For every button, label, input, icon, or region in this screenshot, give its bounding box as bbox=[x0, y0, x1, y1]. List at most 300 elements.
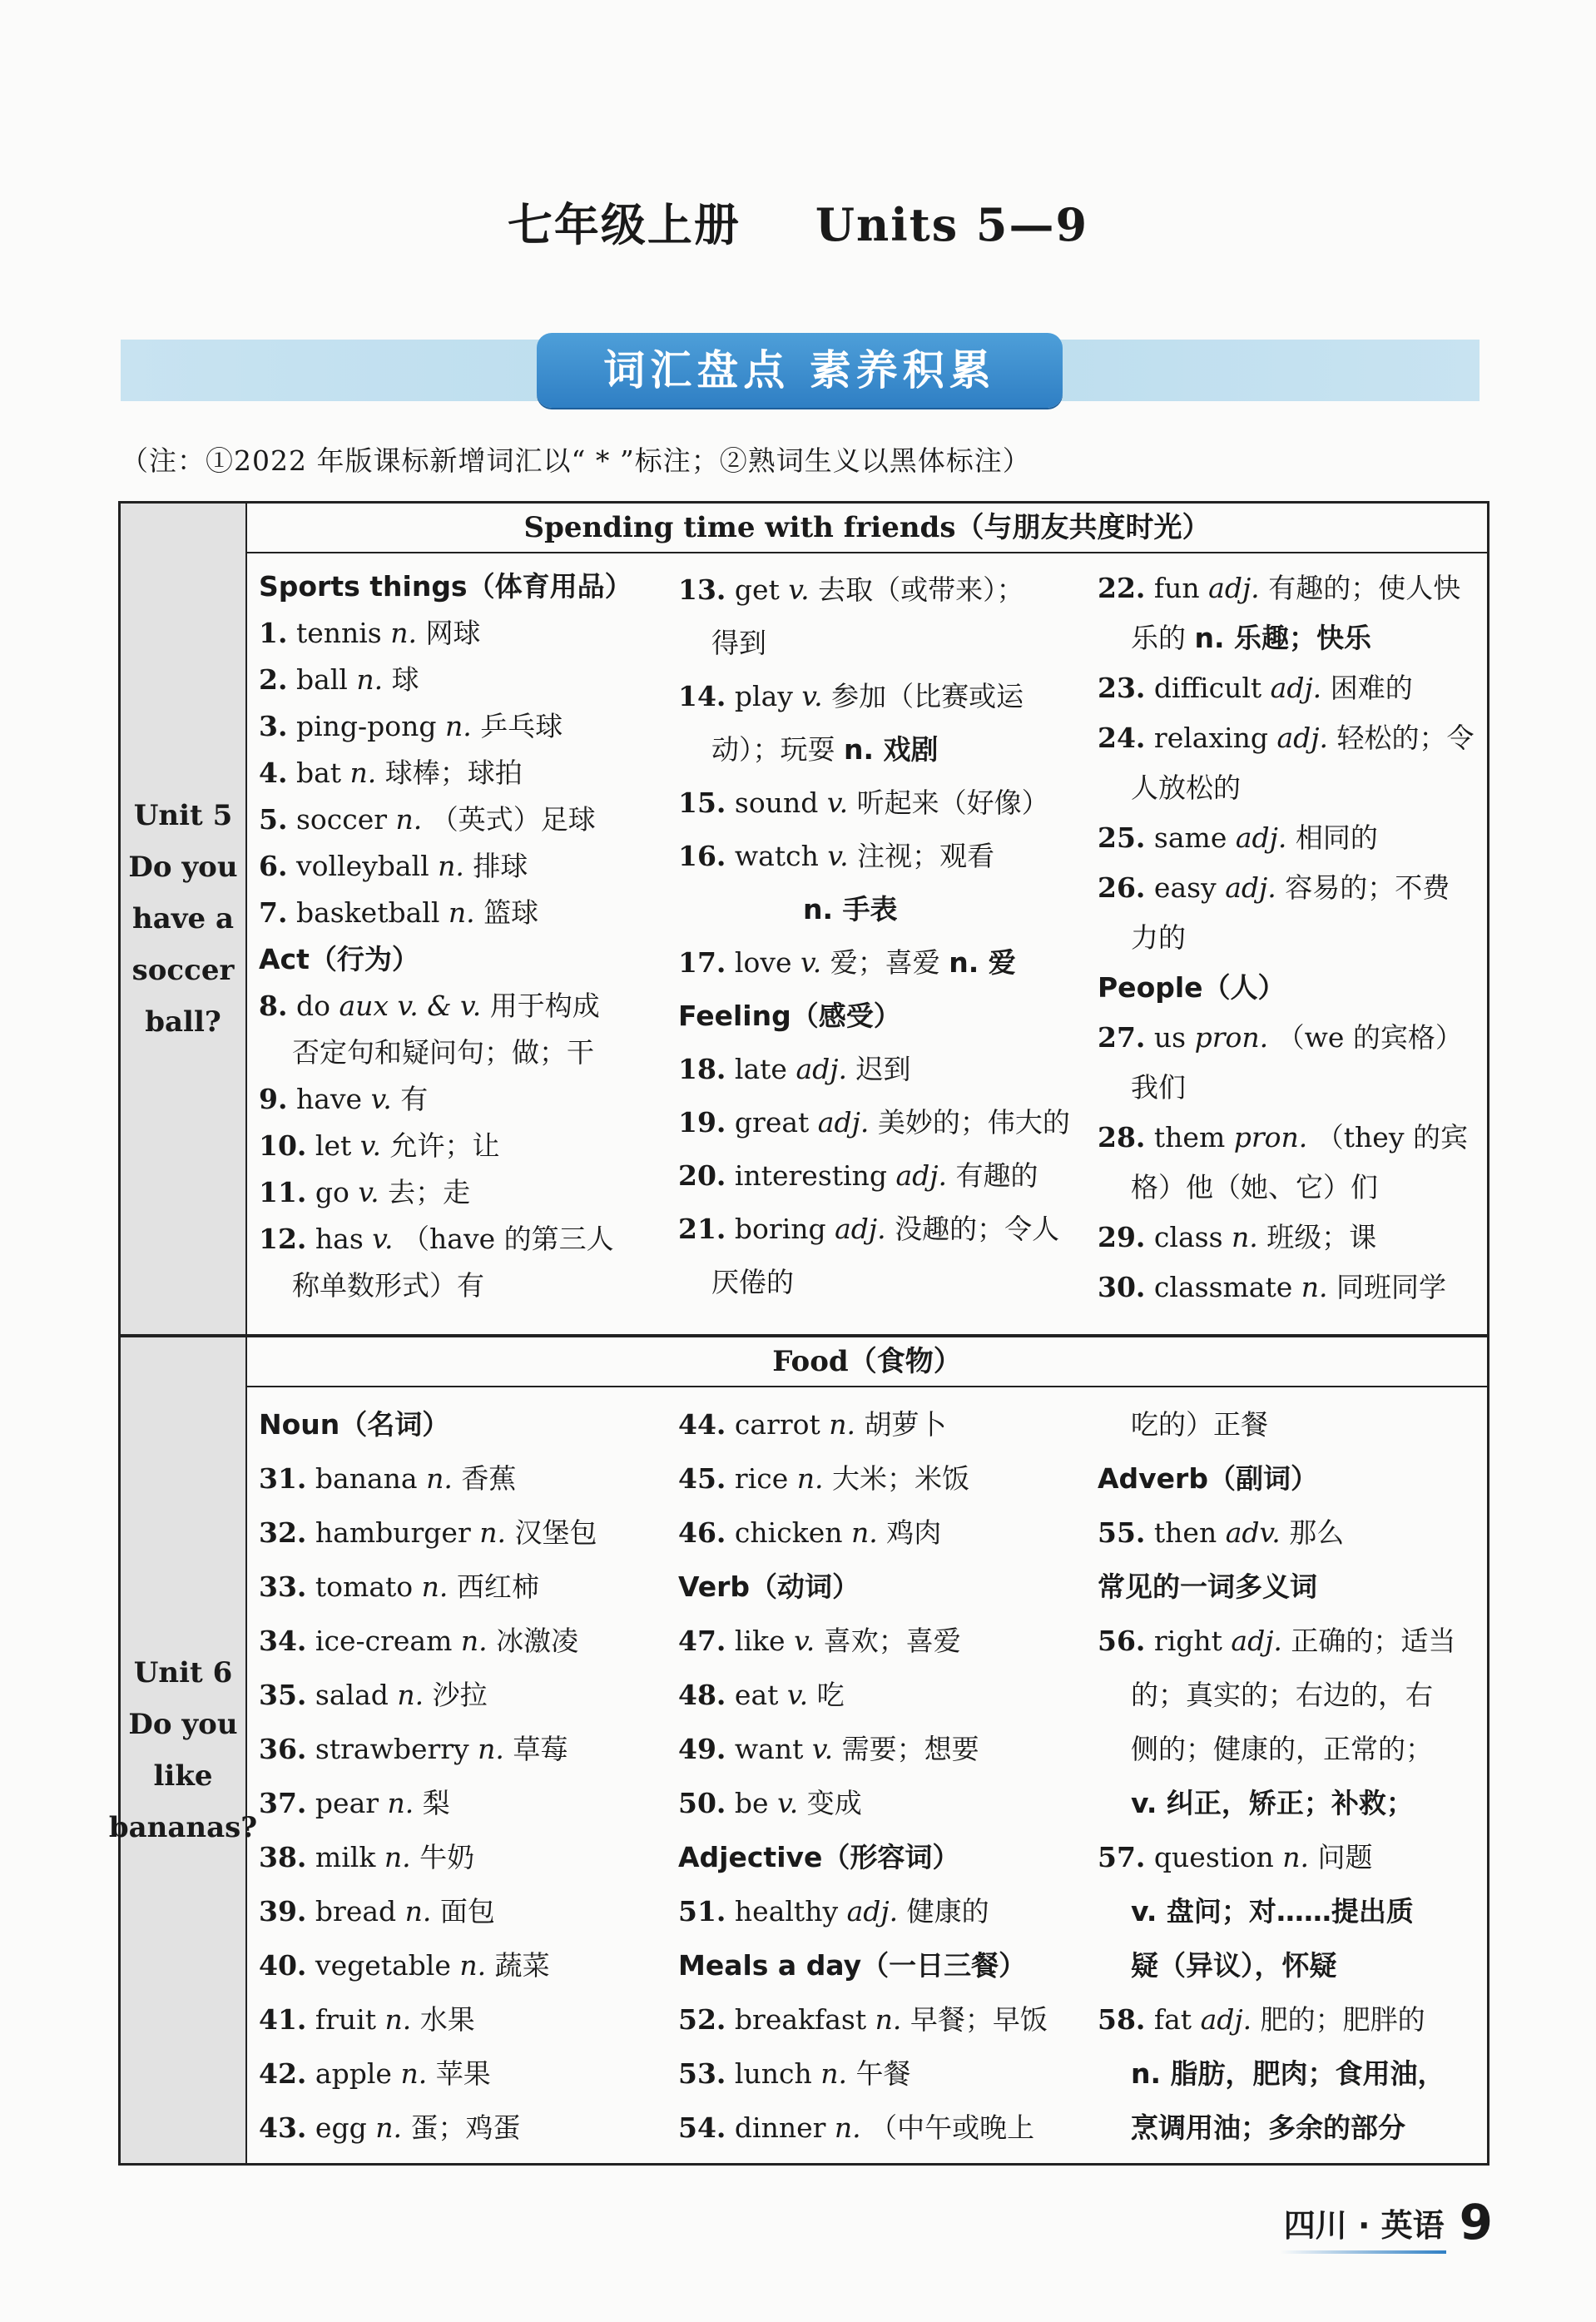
vocab-entry bbox=[259, 1123, 667, 1169]
entry-word: ice-cream bbox=[315, 1625, 453, 1657]
vocab-entry bbox=[259, 1216, 667, 1263]
part-of-speech: v. bbox=[372, 1223, 394, 1255]
part-of-speech: v. bbox=[794, 1625, 815, 1657]
entry-continuation bbox=[1098, 2047, 1480, 2101]
vocab-entry bbox=[259, 1938, 667, 1992]
category-heading bbox=[678, 1830, 1078, 1884]
part-of-speech: adj. bbox=[895, 1159, 947, 1192]
entry-number: 43. bbox=[259, 2111, 307, 2144]
entry-number: 8. bbox=[259, 990, 288, 1022]
vocab-entry bbox=[678, 1043, 1078, 1096]
category-label: Adjective（形容词） bbox=[678, 1841, 960, 1873]
part-of-speech: adj. bbox=[1270, 672, 1322, 704]
vocab-entry bbox=[678, 2101, 1078, 2155]
vocab-entry bbox=[259, 1992, 667, 2047]
entry-meaning: 去；走 bbox=[388, 1176, 471, 1208]
vocab-entry bbox=[678, 1884, 1078, 1938]
vocab-entry bbox=[678, 1992, 1078, 2047]
entry-meaning: 参加（比赛或运 bbox=[831, 680, 1024, 712]
entry-word: hamburger bbox=[315, 1516, 471, 1549]
entry-meaning: 允许；让 bbox=[389, 1129, 500, 1162]
highlighted-meaning: 疑（异议），怀疑 bbox=[1131, 1949, 1337, 1982]
vocab-entry bbox=[678, 670, 1078, 723]
vocab-entry bbox=[259, 890, 667, 936]
category-heading bbox=[1098, 1560, 1480, 1614]
vocab-entry bbox=[678, 1149, 1078, 1203]
unit5-table bbox=[118, 501, 1489, 1337]
entry-word: carrot bbox=[734, 1408, 820, 1441]
part-of-speech: adj. bbox=[1225, 871, 1276, 904]
category-label: People（人） bbox=[1098, 971, 1286, 1004]
highlighted-meaning: n. 手表 bbox=[803, 893, 898, 925]
entry-word: class bbox=[1153, 1221, 1223, 1253]
part-of-speech: n. bbox=[875, 2003, 902, 2036]
entry-number: 10. bbox=[259, 1129, 307, 1162]
part-of-speech: n. bbox=[820, 2057, 847, 2090]
part-of-speech: n. bbox=[1301, 1271, 1328, 1303]
entry-number: 22. bbox=[1098, 572, 1146, 604]
unit6-topic-header: Food（食物） bbox=[247, 1337, 1487, 1387]
entry-word: bat bbox=[295, 757, 342, 789]
vocab-entry bbox=[1098, 1263, 1480, 1312]
part-of-speech: n. bbox=[459, 1949, 487, 1982]
entry-meaning: 容易的；不费 bbox=[1285, 871, 1450, 904]
entry-number: 9. bbox=[259, 1083, 288, 1115]
entry-word: ball bbox=[295, 663, 348, 696]
entry-continuation bbox=[1098, 613, 1480, 663]
vocab-entry bbox=[1098, 1614, 1480, 1668]
entry-meaning: 注视；观看 bbox=[857, 840, 995, 872]
unit6-table bbox=[108, 1335, 1489, 2166]
entry-number: 49. bbox=[678, 1733, 726, 1765]
vocab-entry bbox=[259, 1451, 667, 1506]
part-of-speech: n. bbox=[349, 757, 377, 789]
entry-meaning: 胡萝卜 bbox=[864, 1408, 947, 1441]
entry-number: 7. bbox=[259, 896, 288, 929]
entry-meaning: 篮球 bbox=[483, 896, 539, 929]
category-heading bbox=[259, 1397, 667, 1451]
entry-continuation bbox=[678, 1256, 1078, 1309]
vocab-entry bbox=[678, 1776, 1078, 1830]
part-of-speech: v. bbox=[786, 1679, 809, 1711]
entry-meaning: （中午或晚上 bbox=[870, 2111, 1035, 2144]
entry-word: then bbox=[1153, 1516, 1217, 1549]
entry-meaning: 有趣的；使人快 bbox=[1268, 572, 1461, 604]
entry-word: tomato bbox=[315, 1570, 414, 1603]
footer-rule bbox=[1280, 2250, 1446, 2254]
entry-number: 31. bbox=[259, 1462, 307, 1495]
entry-number: 25. bbox=[1098, 821, 1146, 854]
category-heading bbox=[259, 563, 667, 610]
entry-meaning: 午餐 bbox=[855, 2057, 911, 2090]
vocab-entry bbox=[678, 1203, 1078, 1256]
entry-word: fruit bbox=[315, 2003, 376, 2036]
unit-title-line: bananas? bbox=[108, 1811, 258, 1844]
entry-number: 16. bbox=[678, 840, 726, 872]
entry-number: 1. bbox=[259, 617, 288, 649]
entry-meaning: （英式）足球 bbox=[430, 803, 596, 836]
entry-meaning: 用于构成 bbox=[489, 990, 600, 1022]
part-of-speech: adv. bbox=[1225, 1516, 1281, 1549]
part-of-speech: n. bbox=[356, 663, 384, 696]
unit-title-line: Do you bbox=[128, 1708, 238, 1741]
entry-continuation bbox=[1098, 763, 1480, 813]
entry-number: 21. bbox=[678, 1213, 726, 1245]
unit-title-line: ball? bbox=[145, 1005, 221, 1039]
vocab-entry bbox=[259, 1776, 667, 1830]
unit5-side-label bbox=[121, 504, 247, 1334]
entry-word: do bbox=[295, 990, 330, 1022]
vocab-entry bbox=[259, 703, 667, 750]
unit-title-line: like bbox=[153, 1759, 213, 1793]
entry-number: 44. bbox=[678, 1408, 726, 1441]
entry-continuation bbox=[259, 1263, 667, 1309]
vocab-entry bbox=[678, 2047, 1078, 2101]
entry-number: 37. bbox=[259, 1787, 307, 1819]
entry-meaning: 那么 bbox=[1289, 1516, 1345, 1549]
vocab-entry bbox=[259, 796, 667, 843]
entry-word: like bbox=[734, 1625, 786, 1657]
unit6-column-2 bbox=[678, 1397, 1078, 2155]
entry-number: 29. bbox=[1098, 1221, 1146, 1253]
entry-continuation bbox=[1098, 913, 1480, 963]
category-heading bbox=[678, 1560, 1078, 1614]
part-of-speech: adj. bbox=[1200, 2003, 1252, 2036]
entry-word: have bbox=[295, 1083, 363, 1115]
continuation-text: 侧的；健康的，正常的； bbox=[1131, 1733, 1433, 1765]
highlighted-meaning: 烹调用油；多余的部分 bbox=[1131, 2111, 1405, 2144]
vocab-entry bbox=[678, 1506, 1078, 1560]
entry-number: 19. bbox=[678, 1106, 726, 1139]
entry-number: 30. bbox=[1098, 1271, 1146, 1303]
section-banner: 词汇盘点 素养积累 bbox=[537, 333, 1063, 408]
entry-number: 40. bbox=[259, 1949, 307, 1982]
unit-title-line: soccer bbox=[131, 954, 235, 987]
vocab-entry bbox=[1098, 1830, 1480, 1884]
entry-meaning: 听起来（好像） bbox=[856, 786, 1049, 819]
entry-continuation bbox=[1098, 1163, 1480, 1213]
part-of-speech: n. bbox=[384, 1841, 411, 1873]
vocab-entry bbox=[259, 983, 667, 1030]
part-of-speech: n. bbox=[404, 1895, 432, 1928]
unit6-side-label bbox=[108, 1337, 258, 2163]
entry-meaning: 变成 bbox=[806, 1787, 862, 1819]
category-label: 常见的一词多义词 bbox=[1098, 1570, 1317, 1603]
part-of-speech: adj. bbox=[1276, 722, 1329, 754]
entry-number: 3. bbox=[259, 710, 288, 742]
entry-continuation bbox=[1098, 1063, 1480, 1113]
entry-word: has bbox=[315, 1223, 364, 1255]
entry-word: relaxing bbox=[1153, 722, 1268, 754]
entry-number: 5. bbox=[259, 803, 288, 836]
category-heading bbox=[259, 936, 667, 983]
vocab-entry bbox=[1098, 813, 1480, 863]
vocab-entry bbox=[259, 610, 667, 657]
vocab-entry bbox=[259, 750, 667, 796]
entry-word: go bbox=[315, 1176, 349, 1208]
entry-word: banana bbox=[315, 1462, 418, 1495]
entry-word: rice bbox=[734, 1462, 789, 1495]
entry-word: healthy bbox=[734, 1895, 839, 1928]
entry-number: 34. bbox=[259, 1625, 307, 1657]
entry-meaning: 网球 bbox=[425, 617, 481, 649]
entry-meaning: 有趣的 bbox=[955, 1159, 1038, 1192]
entry-meaning: 面包 bbox=[439, 1895, 495, 1928]
entry-meaning: 牛奶 bbox=[419, 1841, 475, 1873]
category-label: Sports things（体育用品） bbox=[259, 570, 632, 603]
vocab-entry bbox=[259, 1560, 667, 1614]
vocab-entry bbox=[678, 1668, 1078, 1722]
unit-title-line: have a bbox=[131, 902, 234, 935]
entry-number: 27. bbox=[1098, 1021, 1146, 1054]
part-of-speech: n. bbox=[421, 1570, 449, 1603]
vocab-entry bbox=[259, 1722, 667, 1776]
entry-meaning: 问题 bbox=[1317, 1841, 1373, 1873]
part-of-speech: n. bbox=[1232, 1221, 1258, 1253]
entry-number: 4. bbox=[259, 757, 288, 789]
entry-word: milk bbox=[315, 1841, 376, 1873]
part-of-speech: v. bbox=[370, 1083, 392, 1115]
entry-meaning: 吃 bbox=[816, 1679, 845, 1711]
entry-number: 33. bbox=[259, 1570, 307, 1603]
vocab-entry bbox=[1098, 663, 1480, 713]
category-heading bbox=[1098, 963, 1480, 1013]
entry-word: late bbox=[734, 1053, 787, 1085]
entry-meaning: 健康的 bbox=[906, 1895, 989, 1928]
part-of-speech: v. bbox=[777, 1787, 799, 1819]
entry-number: 51. bbox=[678, 1895, 726, 1928]
continuation-text: 否定句和疑问句；做；干 bbox=[292, 1036, 594, 1069]
entry-word: be bbox=[734, 1787, 769, 1819]
continuation-text: 人放松的 bbox=[1131, 772, 1241, 804]
part-of-speech: n. bbox=[400, 2057, 428, 2090]
continuation-text: 力的 bbox=[1131, 921, 1186, 954]
footer-label: 四川 · 英语 bbox=[1283, 2207, 1445, 2244]
entry-meaning: 早餐；早饭 bbox=[910, 2003, 1048, 2036]
entry-meaning: 西红柿 bbox=[456, 1570, 539, 1603]
entry-meaning: 有 bbox=[400, 1083, 429, 1115]
part-of-speech: v. bbox=[358, 1176, 379, 1208]
entry-continuation bbox=[1098, 1884, 1480, 1938]
entry-word: difficult bbox=[1153, 672, 1262, 704]
entry-meaning: 班级；课 bbox=[1266, 1221, 1377, 1253]
unit5-column-3 bbox=[1098, 563, 1480, 1312]
entry-number: 46. bbox=[678, 1516, 726, 1549]
category-heading bbox=[678, 990, 1078, 1043]
vocab-entry bbox=[678, 1614, 1078, 1668]
entry-meaning: 肥的；肥胖的 bbox=[1260, 2003, 1425, 2036]
entry-continuation bbox=[1098, 1938, 1480, 1992]
entry-continuation bbox=[1098, 2101, 1480, 2155]
entry-number: 35. bbox=[259, 1679, 307, 1711]
legend-note: （注：①2022 年版课标新增词汇以“ * ”标注；②熟词生义以黑体标注） bbox=[121, 444, 1031, 477]
entry-number: 36. bbox=[259, 1733, 307, 1765]
category-label: Adverb（副词） bbox=[1098, 1462, 1318, 1495]
part-of-speech: n. bbox=[384, 2003, 412, 2036]
entry-word: vegetable bbox=[315, 1949, 451, 1982]
entry-meaning: 迟到 bbox=[855, 1053, 911, 1085]
category-label: Noun（名词） bbox=[259, 1408, 450, 1441]
entry-number: 17. bbox=[678, 946, 726, 979]
entry-word: play bbox=[734, 680, 793, 712]
page-number: 9 bbox=[1459, 2194, 1493, 2250]
unit-title-line: Do you bbox=[128, 851, 238, 884]
entry-word: basketball bbox=[295, 896, 440, 929]
part-of-speech: adj. bbox=[835, 1213, 886, 1245]
vocab-entry bbox=[1098, 1992, 1480, 2047]
vocab-entry bbox=[1098, 1113, 1480, 1163]
entry-number: 2. bbox=[259, 663, 288, 696]
entry-continuation bbox=[1098, 1397, 1480, 1451]
part-of-speech: pron. bbox=[1194, 1021, 1269, 1054]
part-of-speech: v. bbox=[788, 573, 810, 606]
entry-number: 6. bbox=[259, 850, 288, 882]
entry-meaning: 相同的 bbox=[1295, 821, 1378, 854]
entry-meaning: 草莓 bbox=[513, 1733, 568, 1765]
part-of-speech: aux v. & v. bbox=[339, 990, 482, 1022]
vocab-entry bbox=[1098, 1213, 1480, 1263]
entry-word: fun bbox=[1153, 572, 1200, 604]
entry-word: interesting bbox=[734, 1159, 887, 1192]
entry-word: same bbox=[1153, 821, 1227, 854]
entry-word: get bbox=[734, 573, 780, 606]
entry-number: 56. bbox=[1098, 1625, 1146, 1657]
entry-word: egg bbox=[315, 2111, 367, 2144]
part-of-speech: n. bbox=[395, 803, 423, 836]
highlighted-meaning: n. 爱 bbox=[949, 946, 1016, 979]
part-of-speech: v. bbox=[826, 786, 849, 819]
vocab-entry bbox=[259, 2101, 667, 2155]
vocab-entry bbox=[259, 1076, 667, 1123]
entry-continuation bbox=[1098, 1722, 1480, 1776]
entry-word: dinner bbox=[734, 2111, 826, 2144]
entry-number: 48. bbox=[678, 1679, 726, 1711]
entry-continuation bbox=[678, 617, 1078, 670]
continuation-text: 吃的）正餐 bbox=[1131, 1408, 1268, 1441]
entry-meaning: 球 bbox=[391, 663, 419, 696]
vocab-entry bbox=[259, 1830, 667, 1884]
unit-title-line: Unit 6 bbox=[133, 1656, 233, 1689]
continuation-text: 称单数形式）有 bbox=[292, 1269, 484, 1302]
entry-number: 18. bbox=[678, 1053, 726, 1085]
entry-word: ping-pong bbox=[295, 710, 437, 742]
entry-meaning: 鸡肉 bbox=[886, 1516, 942, 1549]
entry-continuation bbox=[259, 1030, 667, 1076]
page-title: 七年级上册 Units 5—9 bbox=[507, 198, 1089, 251]
entry-word: sound bbox=[734, 786, 819, 819]
entry-number: 52. bbox=[678, 2003, 726, 2036]
entry-meaning: 困难的 bbox=[1330, 672, 1413, 704]
vocab-entry bbox=[259, 1668, 667, 1722]
vocab-entry bbox=[259, 1884, 667, 1938]
entry-word: love bbox=[734, 946, 792, 979]
category-label: Feeling（感受） bbox=[678, 1000, 901, 1032]
part-of-speech: n. bbox=[426, 1462, 453, 1495]
entry-number: 12. bbox=[259, 1223, 307, 1255]
entry-number: 41. bbox=[259, 2003, 307, 2036]
entry-meaning: 梨 bbox=[422, 1787, 450, 1819]
entry-meaning: 蛋；鸡蛋 bbox=[410, 2111, 521, 2144]
category-label: Verb（动词） bbox=[678, 1570, 860, 1603]
entry-number: 47. bbox=[678, 1625, 726, 1657]
vocab-entry bbox=[678, 1096, 1078, 1149]
part-of-speech: n. bbox=[829, 1408, 856, 1441]
entry-number: 42. bbox=[259, 2057, 307, 2090]
entry-number: 45. bbox=[678, 1462, 726, 1495]
entry-meaning: 喜欢；喜爱 bbox=[823, 1625, 961, 1657]
entry-word: lunch bbox=[734, 2057, 812, 2090]
category-label: Act（行为） bbox=[259, 943, 419, 975]
entry-meaning: 爱；喜爱 bbox=[830, 946, 940, 979]
entry-number: 23. bbox=[1098, 672, 1146, 704]
unit-title-line: Unit 5 bbox=[133, 799, 233, 832]
vocab-entry bbox=[1098, 863, 1480, 913]
continuation-text: 厌倦的 bbox=[711, 1266, 794, 1298]
part-of-speech: adj. bbox=[1208, 572, 1260, 604]
vocab-entry bbox=[259, 843, 667, 890]
highlighted-meaning: v. 纠正，矫正；补救； bbox=[1131, 1787, 1414, 1819]
part-of-speech: n. bbox=[375, 2111, 402, 2144]
entry-number: 38. bbox=[259, 1841, 307, 1873]
unit5-column-2 bbox=[678, 563, 1078, 1309]
entry-number: 39. bbox=[259, 1895, 307, 1928]
entry-number: 32. bbox=[259, 1516, 307, 1549]
vocab-entry bbox=[678, 830, 1078, 883]
entry-number: 55. bbox=[1098, 1516, 1146, 1549]
highlighted-meaning: n. 戏剧 bbox=[844, 733, 939, 766]
entry-word: boring bbox=[734, 1213, 826, 1245]
entry-meaning: 球棒；球拍 bbox=[384, 757, 523, 789]
entry-number: 50. bbox=[678, 1787, 726, 1819]
part-of-speech: n. bbox=[387, 1787, 414, 1819]
part-of-speech: v. bbox=[827, 840, 849, 872]
vocab-entry bbox=[678, 1451, 1078, 1506]
entry-continuation bbox=[678, 883, 1078, 936]
part-of-speech: n. bbox=[478, 1733, 504, 1765]
vocab-entry bbox=[1098, 1013, 1480, 1063]
part-of-speech: n. bbox=[796, 1462, 824, 1495]
entry-meaning: 同班同学 bbox=[1336, 1271, 1447, 1303]
continuation-text: 的；真实的；右边的，右 bbox=[1131, 1679, 1433, 1711]
entry-word: fat bbox=[1153, 2003, 1192, 2036]
vocab-entry bbox=[259, 1169, 667, 1216]
highlighted-meaning: v. 盘问；对……提出质 bbox=[1131, 1895, 1414, 1928]
entry-word: want bbox=[734, 1733, 804, 1765]
entry-meaning: 没趣的；令人 bbox=[895, 1213, 1060, 1245]
part-of-speech: adj. bbox=[1231, 1625, 1282, 1657]
part-of-speech: n. bbox=[445, 710, 472, 742]
vocab-entry bbox=[259, 1614, 667, 1668]
part-of-speech: n. bbox=[460, 1625, 488, 1657]
entry-number: 57. bbox=[1098, 1841, 1146, 1873]
entry-meaning: 冰激凌 bbox=[496, 1625, 579, 1657]
entry-continuation bbox=[1098, 1776, 1480, 1830]
part-of-speech: n. bbox=[479, 1516, 506, 1549]
entry-continuation bbox=[1098, 1668, 1480, 1722]
entry-meaning: 美妙的；伟大的 bbox=[877, 1106, 1070, 1139]
part-of-speech: n. bbox=[834, 2111, 861, 2144]
part-of-speech: adj. bbox=[796, 1053, 847, 1085]
vocab-entry bbox=[678, 1722, 1078, 1776]
entry-word: pear bbox=[315, 1787, 379, 1819]
entry-meaning: 乒乓球 bbox=[480, 710, 563, 742]
entry-word: breakfast bbox=[734, 2003, 867, 2036]
vocab-entry bbox=[1098, 563, 1480, 613]
entry-number: 26. bbox=[1098, 871, 1146, 904]
continuation-text: 我们 bbox=[1131, 1071, 1186, 1104]
part-of-speech: n. bbox=[397, 1679, 424, 1711]
part-of-speech: n. bbox=[448, 896, 475, 929]
